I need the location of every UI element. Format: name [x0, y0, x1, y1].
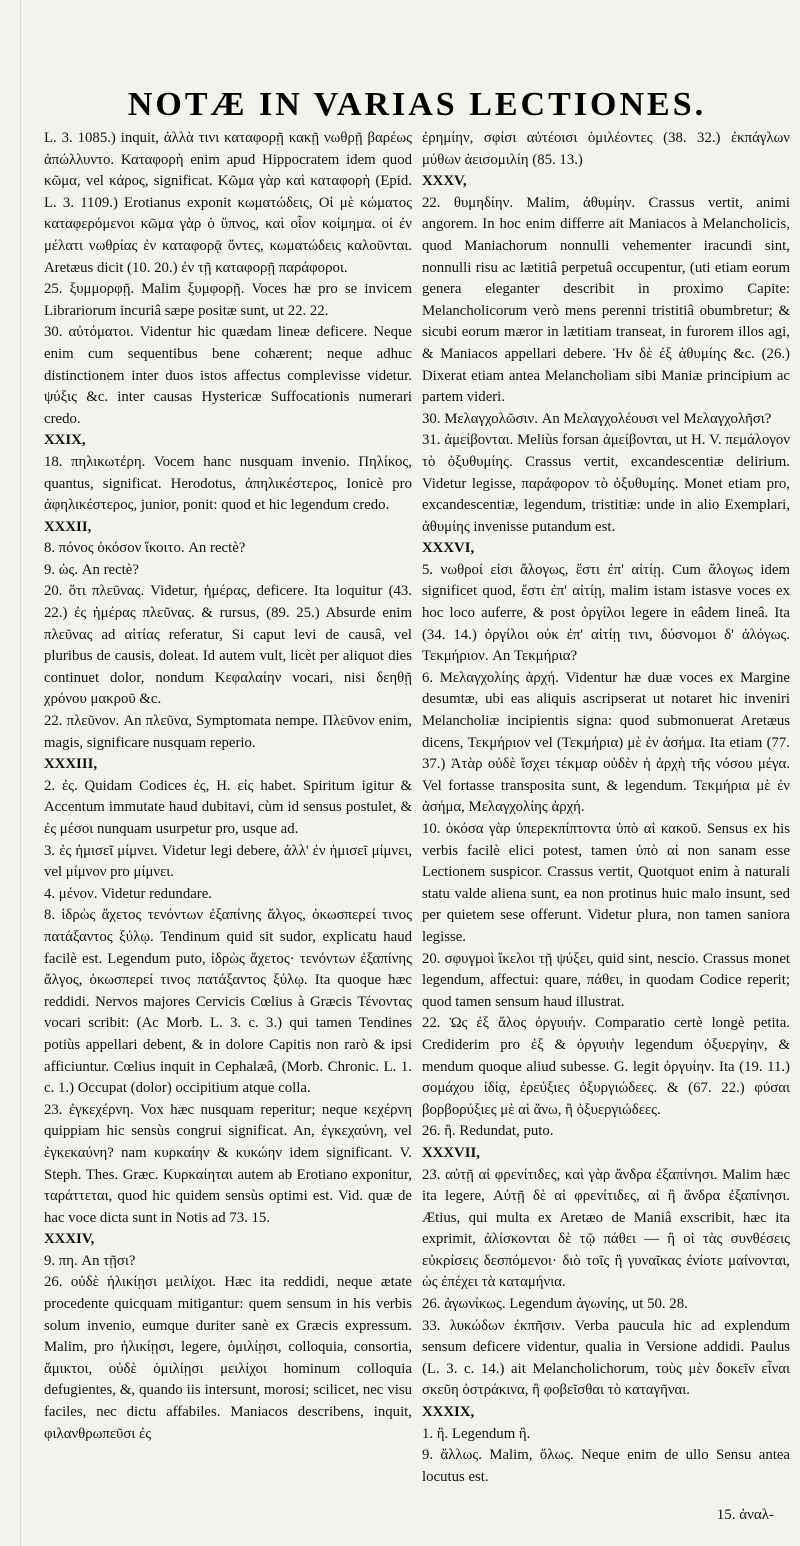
page-heading: NOTÆ IN VARIAS LECTIONES. — [127, 86, 707, 123]
note-entry: 23. ἐγκεχέρνη. Vox hæc nusquam reperitur; neque κεχέρνη quippiam hic sensùs congrui significat. An, ἐγκεχαύνη, vel ἐγκεκαύνη? nam κυρκαίην & κυκώην idem significant. V. Steph. Thes. Græc. Κυρκαίηται autem ab Erotiano exponitur, ταράττεται, quod hic quidem sensùs optimi est. Vid. quæ de hac voce dicta sunt in Notis ad 73. 15. — [44, 1101, 412, 1226]
note-entry: 20. ὅτι πλεῦνας. Videtur, ἡμέρας, deficere. Ita loquitur (43. 22.) ἐς ἡμέρας πλεῦνας. & rursus, (89. 25.) Absurde enim πλεῦνας ad αἰτίας referatur, Si caput levi de causâ, vel pluribus de causis, doleat. Id autem vult, licèt per aliquot dies continuet dolor, nondum Κεφαλαίην vocari, nisi δεηθῇ χρόνου μακροῦ &c. — [44, 583, 412, 708]
note-entry: 26. οὐδὲ ἡλικίῃσι μειλίχοι. Hæc ita reddidi, neque ætate procedente quicquam mitigantur: quem sensum in his verbis solum invenio, eumque duriter sanè ex Græcis expressum. Malim, pro ἡλικίῃσι, legere, ὁμιλίῃσι, colloquia, consortia, ἄμικτοι, οὐδὲ ὁμιλίῃσι μειλίχοι hominum colloquia defugientes, &, quando iis intersunt, morosi; scilicet, nec visu faciles, nec dictu affabiles. Maniacos describens, inquit, φιλανθρωπεῦσι ἐς — [44, 1274, 412, 1442]
note-entry: 1. ἢ. Legendum ἢ. — [422, 1425, 531, 1442]
note-entry: 18. πηλικωτέρη. Vocem hanc nusquam invenio. Πηλίκος, quantus, significat. Herodotus, ἀπηλικέστερος, Ionicè pro ἀφηλικέστερος, junior, ponit: quod et hic legendum credo. — [44, 453, 412, 514]
note-entry: 30. Μελαγχολῶσιν. An Μελαγχολέουσι vel Μελαγχολῆσι? — [422, 410, 772, 427]
note-entry: 22. Ὡς ἐξ ἄλος ὀργυιήν. Comparatio certè longè petita. Crediderim pro ἐξ & ὀργυιὴν legendum ὀξυεργίην, & mendum quoque aliud subesse. G. legit ὀργυίην. Ita (19. 11.) σομάχου ἰδίᾳ, ἐρεύξιες ὀξυργιώδεες. & (67. 22.) φύσαι βορβορύξιες μὲ αἱ ἄνω, ἢ ὀξυεργιώδεες. — [422, 1015, 790, 1118]
section-number: XXXIV, — [44, 1231, 95, 1248]
note-entry: 22. πλεῦνον. An πλεῦνα, Symptomata nempe. Πλεῦνον enim, magis, significare nusquam reperio. — [44, 713, 412, 751]
note-entry: 9. ἄλλως. Malim, ὅλως. Neque enim de ullo Sensu antea locutus est. — [422, 1447, 790, 1485]
left-column — [44, 128, 412, 1488]
section-number: XXXVII, — [422, 1144, 480, 1161]
note-entry: 6. Μελαγχολίης ἀρχή. Videntur hæ duæ voces ex Margine desumtæ, ubi eas aliquis ascripserat ut notaret hic inveniri Melancholiæ incipientis signa: quod submonuerat Aretæus dicens, Τεκμήριον vel (Τεκμήρια) μὲ ἐν ἀσήμα. Ita etiam (77. 37.) Ἀτὰρ οὐδὲ ἴσχει τέκμαρ οὐδὲν ἡ ἀρχὴ τῆς νόσου μέγα. Vel fortasse transposita sunt, & legendum. Τεκμήρια μὲ ἐν ἀσήμα, Μελαγχολίης ἀρχή. — [422, 669, 790, 816]
two-column-body — [44, 128, 790, 1488]
note-entry: 10. ὁκόσα γὰρ ὑπερεκπίπτοντα ὑπὸ αἱ κακοῦ. Sensus ex his verbis facilè elici potest, tamen ὑπὸ αἱ non sanam esse Lectionem suspicor. Crassus vertit, Quotquot enim à naturali statu valde aliena sunt, ea non protinus huic malo insunt, sed per quietem sese offerunt. Videtur plura, non tamen saniora legisse. — [422, 821, 790, 945]
section-number: XXXII, — [44, 518, 92, 535]
section-number: XXIX, — [44, 432, 86, 449]
section-number: XXXVI, — [422, 540, 475, 557]
right-column — [422, 128, 790, 1488]
note-entry: 33. λυκώδων ἐκπῆσιν. Verba paucula hic ad explendum sensum deficere videntur, qualia in Versione addidi. Paulus (L. 3. c. 14.) ait Melancholichorum, τοὺς μὲν δοκεῖν εἶναι σκεῦη ὀστράκινα, ἢ φοβεῖσθαι τὸ καταγῆναι. — [422, 1317, 790, 1399]
note-entry: ἐρημίην, σφίσι αὐτέοισι ὁμιλέοντες (38. 32.) ἐκπάγλων μύθων ἀεισομιλίη (85. 13.) — [422, 130, 790, 168]
note-entry: 22. θυμηδίην. Malim, ἀθυμίην. Crassus vertit, animi angorem. In hoc enim differre ait Maniacos à Melancholicis, quod Maniachorum nonnulli vehementer iracundi sint, nonnulli risu ac lætitiâ perpetuâ occupentur, (uti etiam eorum genera eleganter describit in proximo Capite: Melancholicorum verò mens perenni tristitiâ obumbretur; & sicubi eorum mæror in lætitiam transeat, in furorem illos agi, & Maniacos appellari debere. Ἡν δὲ ἐξ ἀθυμίης &c. (26.) Dixerat etiam antea Melancholiam sibi Maniæ principium ac partem videri. — [422, 194, 790, 406]
note-entry: 30. αὐτόματοι. Videntur hic quædam lineæ deficere. Neque enim cum sequentibus bene cohærent; neque adhuc distinctionem inter duos istos affectus complevisse videtur. ψύξις &c. inter causas Hystericæ Suffocationis numerari credo. — [44, 324, 412, 427]
section-number: XXXV, — [422, 173, 467, 190]
note-entry: 5. νωθροί εἰσι ἄλογως, ἔστι ἐπ' αἰτίῃ. Cum ἄλογως idem significet quod, ἔστι ἐπ' αἰτίῃ, malim istam istasve voces ex hoc loco auferre, & post ὀργίλοι legere in eâdem lineâ. Ita (34. 14.) ὀργίλοι οὐκ ἐπ' αἰτίῃ τινι, δύσνομοι δ' ἀλόγως. Τεκμήριον. An Τεκμήρια? — [422, 561, 790, 665]
note-entry: L. 3. 1085.) inquit, ἀλλὰ τινι καταφορῇ κακῇ νωθρῇ βαρέως ἀπώλλυντο. Καταφορὴ enim apud Hippocratem idem quod κῶμα, vel κάρος, significat. Κῶμα γὰρ καὶ καταφορὴ (Epid. L. 3. 1109.) Erotianus exponit κωματώδεις, Οἱ μὲ κώματος καταφερόμενοι κῶμα γὰρ ὁ ὕπνος, καὶ οἷον κοίμημα. οἱ ἐν μέλατι νωθρίας ἐν καταφορᾷ ὄντες, κωματώδεις καλοῦνται. Aretæus dicit (10. 20.) ἐν τῇ καταφορῇ παράφοροι. — [44, 130, 412, 276]
note-entry: 31. ἀμείβονται. Meliùs forsan ἀμείβονται, ut H. V. πεμάλογον τὸ ὀξυθυμίης. Crassus vertit, excandescentiæ delirium. Videtur legisse, παράφορον τὸ ὀξυθυμίης. Monet etiam pro, excandescentiæ, legendum, tristitiæ: unde in alio Exemplari, ἀθυμίης invenisse putandum est. — [422, 432, 790, 535]
note-entry: 26. ἢ. Redundat, puto. — [422, 1123, 554, 1140]
section-number: XXXIX, — [422, 1404, 475, 1421]
page-gutter — [20, 0, 21, 1546]
note-entry: 4. μένον. Videtur redundare. — [44, 885, 212, 902]
note-entry: 8. πόνος ὁκόσον ἵκοιτο. An rectè? — [44, 540, 246, 557]
catchword: 15. ἀναλ- — [716, 1507, 774, 1523]
note-entry: 2. ἐς. Quidam Codices ἐς, H. εἰς habet. Spiritum igitur & Accentum immutate haud dubitavi, cùm id sensus postulet, & ἐς μέσοι nunquam usurpetur pro, usque ad. — [44, 777, 412, 837]
note-entry: 23. αὐτῇ αἱ φρενίτιδες, καὶ γὰρ ἄνδρα ἐξαπίνησι. Malim hæc ita legere, Αὐτῇ δὲ αἱ φρενίτιδες, αἱ ἢ ἄνδρα ἐξαπίνησι. Ætius, qui multa ex Aretæo de Maniâ exscribit, hæc ita exprimit, ἀλίσκονται δὲ τῷ πάθει — ἢ οἱ τὰς συνθέσεις εὐκρίσεις δεσπόμενοι· διὸ τοῖς ἢ γυναῖκας ἐνίοτε μαίνονται, ὡς ἐπέχει τὰ καταμήνια. — [422, 1166, 790, 1291]
note-entry: 9. πη. An τῇσι? — [44, 1252, 136, 1269]
note-entry: 3. ἐς ἡμισεῖ μίμνει. Videtur legi debere, ἀλλ' ἐν ἡμισεῖ μίμνει, vel μίμνον pro μίμνει. — [44, 842, 412, 881]
note-entry: 20. σφυγμοὶ ἴκελοι τῇ ψύξει, quid sint, nescio. Crassus monet legendum, affectui: quare, πάθει, in quodam Codice reperit; quod tamen sensum haud illustrat. — [422, 950, 790, 1010]
note-entry: 9. ὡς. An rectè? — [44, 561, 139, 578]
note-entry: 8. ἱδρὼς ἄχετος τενόντων ἐξαπίνης ἄλγος, ὁκωσπερεί τινος πατάξαντος ξύλῳ. Tendinum quid sit sudor, explicatu haud facilè est. Legendum puto, ἱδρὼς ἄχετος· τενόντων ἐξαπίνης ἄλγος, ὁκωσπερεί τινος πατάξαντος ξύλῳ. Ita quoque hæc reddidi. Nervos majores Cervicis Cœlius à Græcis Τένοντας vocari scribit: (Ac Morb. L. 3. c. 3.) qui tamen Tendines potiùs appellari debent, & in dolore Capitis non rarò & ipsi afficiuntur. Cœlius inquit in Cephalæâ, (Morb. Chronic. L. 1. c. 1.) Occupat (dolor) occipitium atque colla. — [44, 907, 412, 1097]
note-entry: 26. ἀγωνίκως. Legendum ἀγωνίης, ut 50. 28. — [422, 1296, 688, 1313]
section-number: XXXIII, — [44, 756, 98, 773]
note-entry: 25. ξυμμορφῇ. Malim ξυμφορῇ. Voces hæ pro se invicem Librariorum incuriâ sæpe positæ sunt, ut 22. 22. — [44, 281, 412, 319]
